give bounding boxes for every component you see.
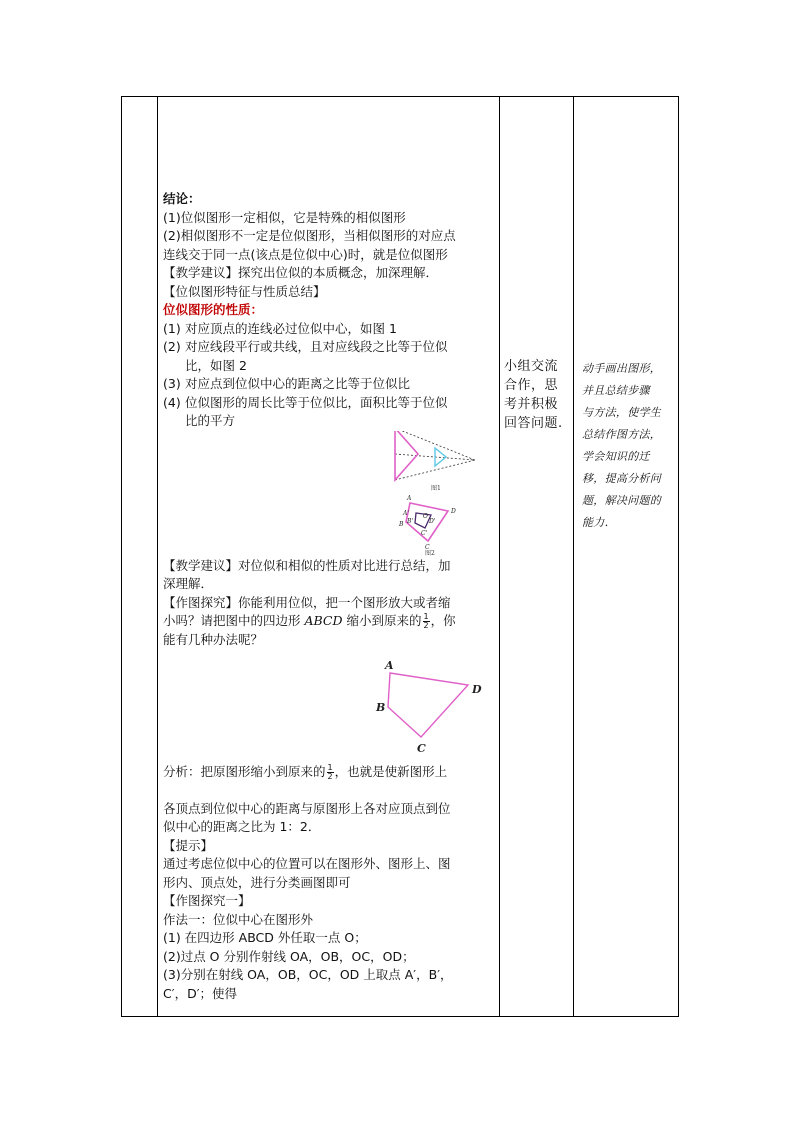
property-item-cont: 比的平方 [185, 413, 236, 428]
properties-title: 位似图形的性质： [163, 302, 264, 317]
fig2-label-c: C [425, 543, 430, 551]
quad-label-c: C [417, 742, 426, 755]
quad-label-a: A [385, 659, 394, 672]
quadrilateral-name: ABCD [304, 613, 343, 628]
fig2-label-d: D [451, 507, 456, 515]
column-divider [157, 97, 158, 1016]
summary-heading: 【位似图形特征与性质总结】 [163, 283, 326, 299]
fraction-half: $\frac{1}{2}$ [423, 612, 429, 630]
figure-1-caption: 图1 [431, 484, 441, 492]
student-activity: 小组交流 合作，思 考并积极 回答问题. [504, 359, 563, 431]
figure-2-caption: 图2 [425, 549, 435, 557]
conclusion-2b: 连线交于同一点(该点是位似中心)时，就是位似图形 [163, 246, 448, 262]
column-divider [499, 97, 500, 1016]
teaching-suggestion: 【教学建议】探究出位似的本质概念，加深理解． [163, 265, 439, 280]
fig2-label-a-prime: A' [403, 509, 409, 517]
explore-one-heading: 【作图探究一】 [163, 893, 251, 908]
figure-1-2 [163, 431, 495, 557]
design-intent: 动手画出图形， 并且总结步骤 与方法，使学生 总结作图方法， 学会知识的迁 移，提高分析问 题，解决问题的 能力． [582, 362, 662, 529]
teaching-content [163, 190, 495, 1003]
quad-label-d: D [472, 683, 482, 696]
analysis-line-1: 分析：把原图形缩小到原来的 $\frac{1}{2}$ ，也就是使新图形上 [163, 763, 448, 781]
hint-line-2: 形内、顶点处，进行分类画图即可 [163, 874, 351, 890]
conclusion-2a: (2)相似图形不一定是位似图形，当相似图形的对应点 [163, 228, 456, 243]
analysis-line-2: 各顶点到位似中心的距离与原图形上各对应顶点到位 [163, 800, 451, 816]
fig2-label-a: A [407, 494, 412, 502]
teaching-suggestion-2: 【教学建议】对位似和相似的性质对比进行总结，加 [163, 557, 451, 573]
property-item: (1) 对应顶点的连线必过位似中心，如图 1 [163, 320, 397, 336]
explore-line-3: 能有几种办法呢？ [163, 631, 264, 647]
hint-heading: 【提示】 [163, 837, 214, 853]
quad-label-b: B [376, 701, 386, 714]
fig2-label-b: B [399, 520, 404, 528]
step-1: (1) 在四边形 ABCD 外任取一点 O； [163, 930, 367, 945]
fig2-label-b-prime: B' [407, 517, 414, 525]
property-item: (4) 位似图形的周长比等于位似比，面积比等于位似 [163, 394, 448, 410]
fig2-label-o: O [423, 512, 428, 520]
fraction-half: $\frac{1}{2}$ [327, 763, 333, 781]
explore-line-1: 【作图探究】你能利用位似，把一个图形放大或者缩 [163, 594, 451, 610]
step-3: (3)分别在射线 OA，OB，OC，OD 上取点 A′，B′， [163, 967, 453, 982]
figure-1 [395, 431, 475, 492]
property-item: (3) 对应点到位似中心的距离之比等于位似比 [163, 376, 411, 391]
step-4: C′，D′；使得 [163, 985, 238, 1001]
method-1: 作法一：位似中心在图形外 [163, 911, 314, 927]
conclusion-title: 结论： [163, 191, 201, 206]
fig2-label-c-prime: C' [421, 529, 428, 537]
quadrilateral-area [163, 649, 495, 763]
teaching-suggestion-2-cont: 深理解． [163, 576, 214, 591]
property-item: (2) 对应线段平行或共线，且对应线段之比等于位似 [163, 339, 448, 354]
property-item-cont: 比，如图 2 [185, 357, 247, 373]
figure-2 [398, 495, 456, 557]
quadrilateral-abcd [163, 649, 495, 763]
analysis-line-3: 似中心的距离之比为 1：2． [163, 819, 321, 834]
step-2: (2)过点 O 分别作射线 OA，OB，OC，OD； [163, 948, 415, 964]
explore-line-2: 小吗？请把图中的四边形 ABCD 缩小到原来的 $\frac{1}{2}$ ，你 [163, 612, 456, 630]
column-divider [573, 97, 574, 1016]
figures-area [163, 431, 495, 557]
fig2-label-d-prime: D' [429, 517, 436, 525]
hint-line-1: 通过考虑位似中心的位置可以在图形外、图形上、图 [163, 856, 451, 871]
conclusion-1: (1)位似图形一定相似，它是特殊的相似图形 [163, 209, 406, 225]
